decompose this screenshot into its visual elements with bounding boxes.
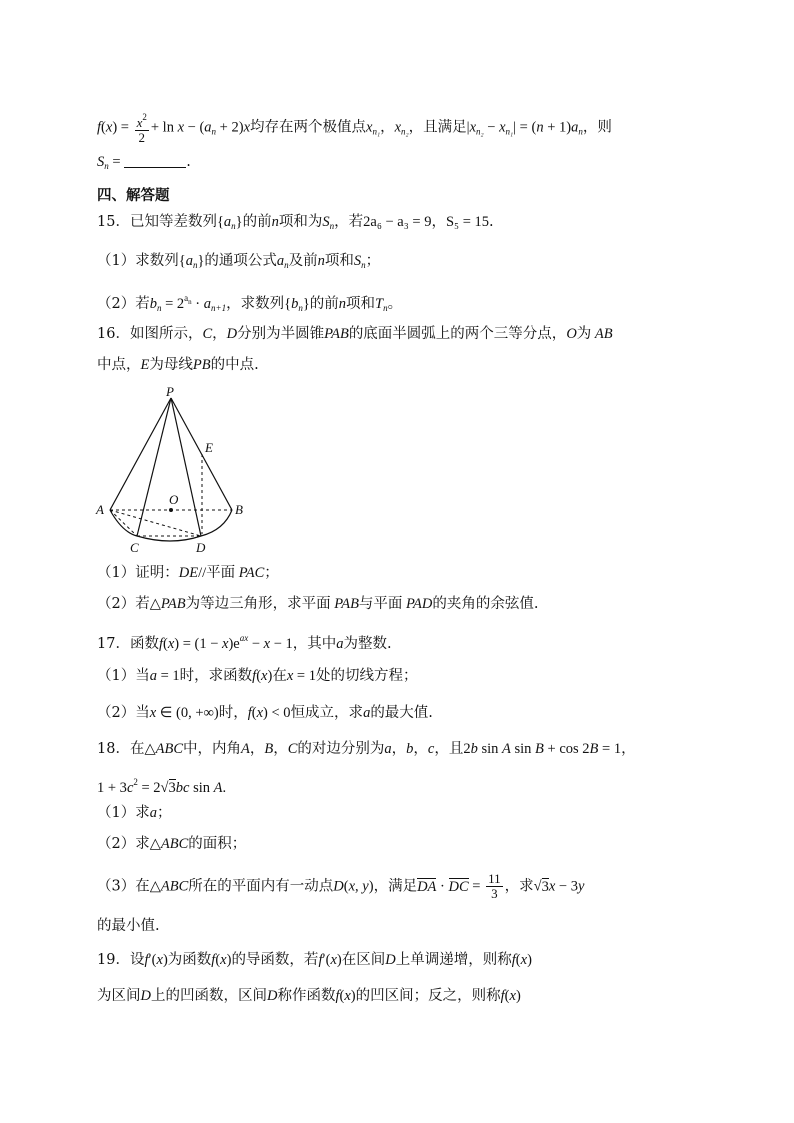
section-title: 四、解答题 xyxy=(97,188,170,204)
edge-PA xyxy=(110,398,171,510)
q19-line2: 为区间D上的凹函数，区间D称作函数f(x)的凹区间；反之，则称f(x) xyxy=(97,988,521,1004)
q18-part1: （1）求a； xyxy=(97,805,172,821)
q17-part1: （1）当a = 1时，求函数f(x)在x = 1处的切线方程； xyxy=(97,668,418,684)
q15-part2: （2）若$b_n = 2^{a_n} \cdot a_{n+1}$，求数列$\{b_n\}$的前n项和$T_n$。 xyxy=(97,293,403,313)
q18-part3: （3）在△ABC所在的平面内有一动点D(x, y)，满足DA · DC = $\frac{11}{3}$ ，求√3x − 3y xyxy=(97,871,585,901)
answer-blank[interactable] xyxy=(124,153,186,168)
label-E: E xyxy=(205,440,213,455)
q16-part2: （2）若△PAB为等边三角形，求平面 PAB与平面 PAD的夹角的余弦值. xyxy=(97,596,539,612)
label-O: O xyxy=(169,492,179,507)
q14-function-line: f(x) = $\frac{x^2}{2}$ + $\ln x - (a_n + 2)x$均存在两个极值点$x_{n_1}$，$x_{n_2}$，且满足$|x_{n_2} - x_{n_1}| = (n + 1)a_n$，则 xyxy=(97,112,612,145)
q15-stem: 15．已知等差数列$\{a_n\}$的前n项和为$S_n$，若2a₆ − a₃ = 9，S₅ = 15. xyxy=(97,214,494,231)
point-O xyxy=(169,508,173,512)
q17-part2: （2）当x ∈ (0, +∞)时，f(x) < 0恒成立，求a的最大值. xyxy=(97,705,433,721)
q16-part1: （1）证明：DE//平面 PAC； xyxy=(97,565,279,581)
q16-stem-line2: 中点，E为母线PB的中点. xyxy=(97,357,259,373)
label-D: D xyxy=(196,540,206,555)
q17-stem: 17．函数$f(x) = (1 - x)e^{ax} - x - 1$，其中a为整数. xyxy=(97,633,392,652)
edge-PC xyxy=(137,398,171,536)
q18-part3-cont: 的最小值. xyxy=(97,918,160,934)
base-arc xyxy=(110,510,232,541)
q15-part1: （1）求数列$\{a_n\}$的通项公式$a_n$及前n项和$S_n$； xyxy=(97,253,381,270)
q14-answer-line: $S_n$ = . xyxy=(97,154,191,171)
label-A: A xyxy=(96,502,104,517)
q18-stem-line1: 18．在△ABC中，内角A，B，C的对边分别为a，b，c，且2b sin A sin B + cos 2B = 1， xyxy=(97,741,636,757)
label-P: P xyxy=(166,384,174,399)
label-C: C xyxy=(130,540,139,555)
half-cone-figure xyxy=(92,384,262,556)
q18-part2: （2）求△ABC的面积； xyxy=(97,836,247,852)
label-B: B xyxy=(235,502,243,517)
q18-stem-line2: $1 + 3c^2 = 2√3bc$ sin A. xyxy=(97,777,227,796)
q16-stem-line1: 16．如图所示，C，D分别为半圆锥PAB的底面半圆弧上的两个三等分点，O为 AB xyxy=(97,326,613,342)
edge-PD xyxy=(171,398,201,536)
q19-line1: 19．设f′(x)为函数f(x)的导函数，若f′(x)在区间D上单调递增，则称f(x) xyxy=(97,952,532,968)
